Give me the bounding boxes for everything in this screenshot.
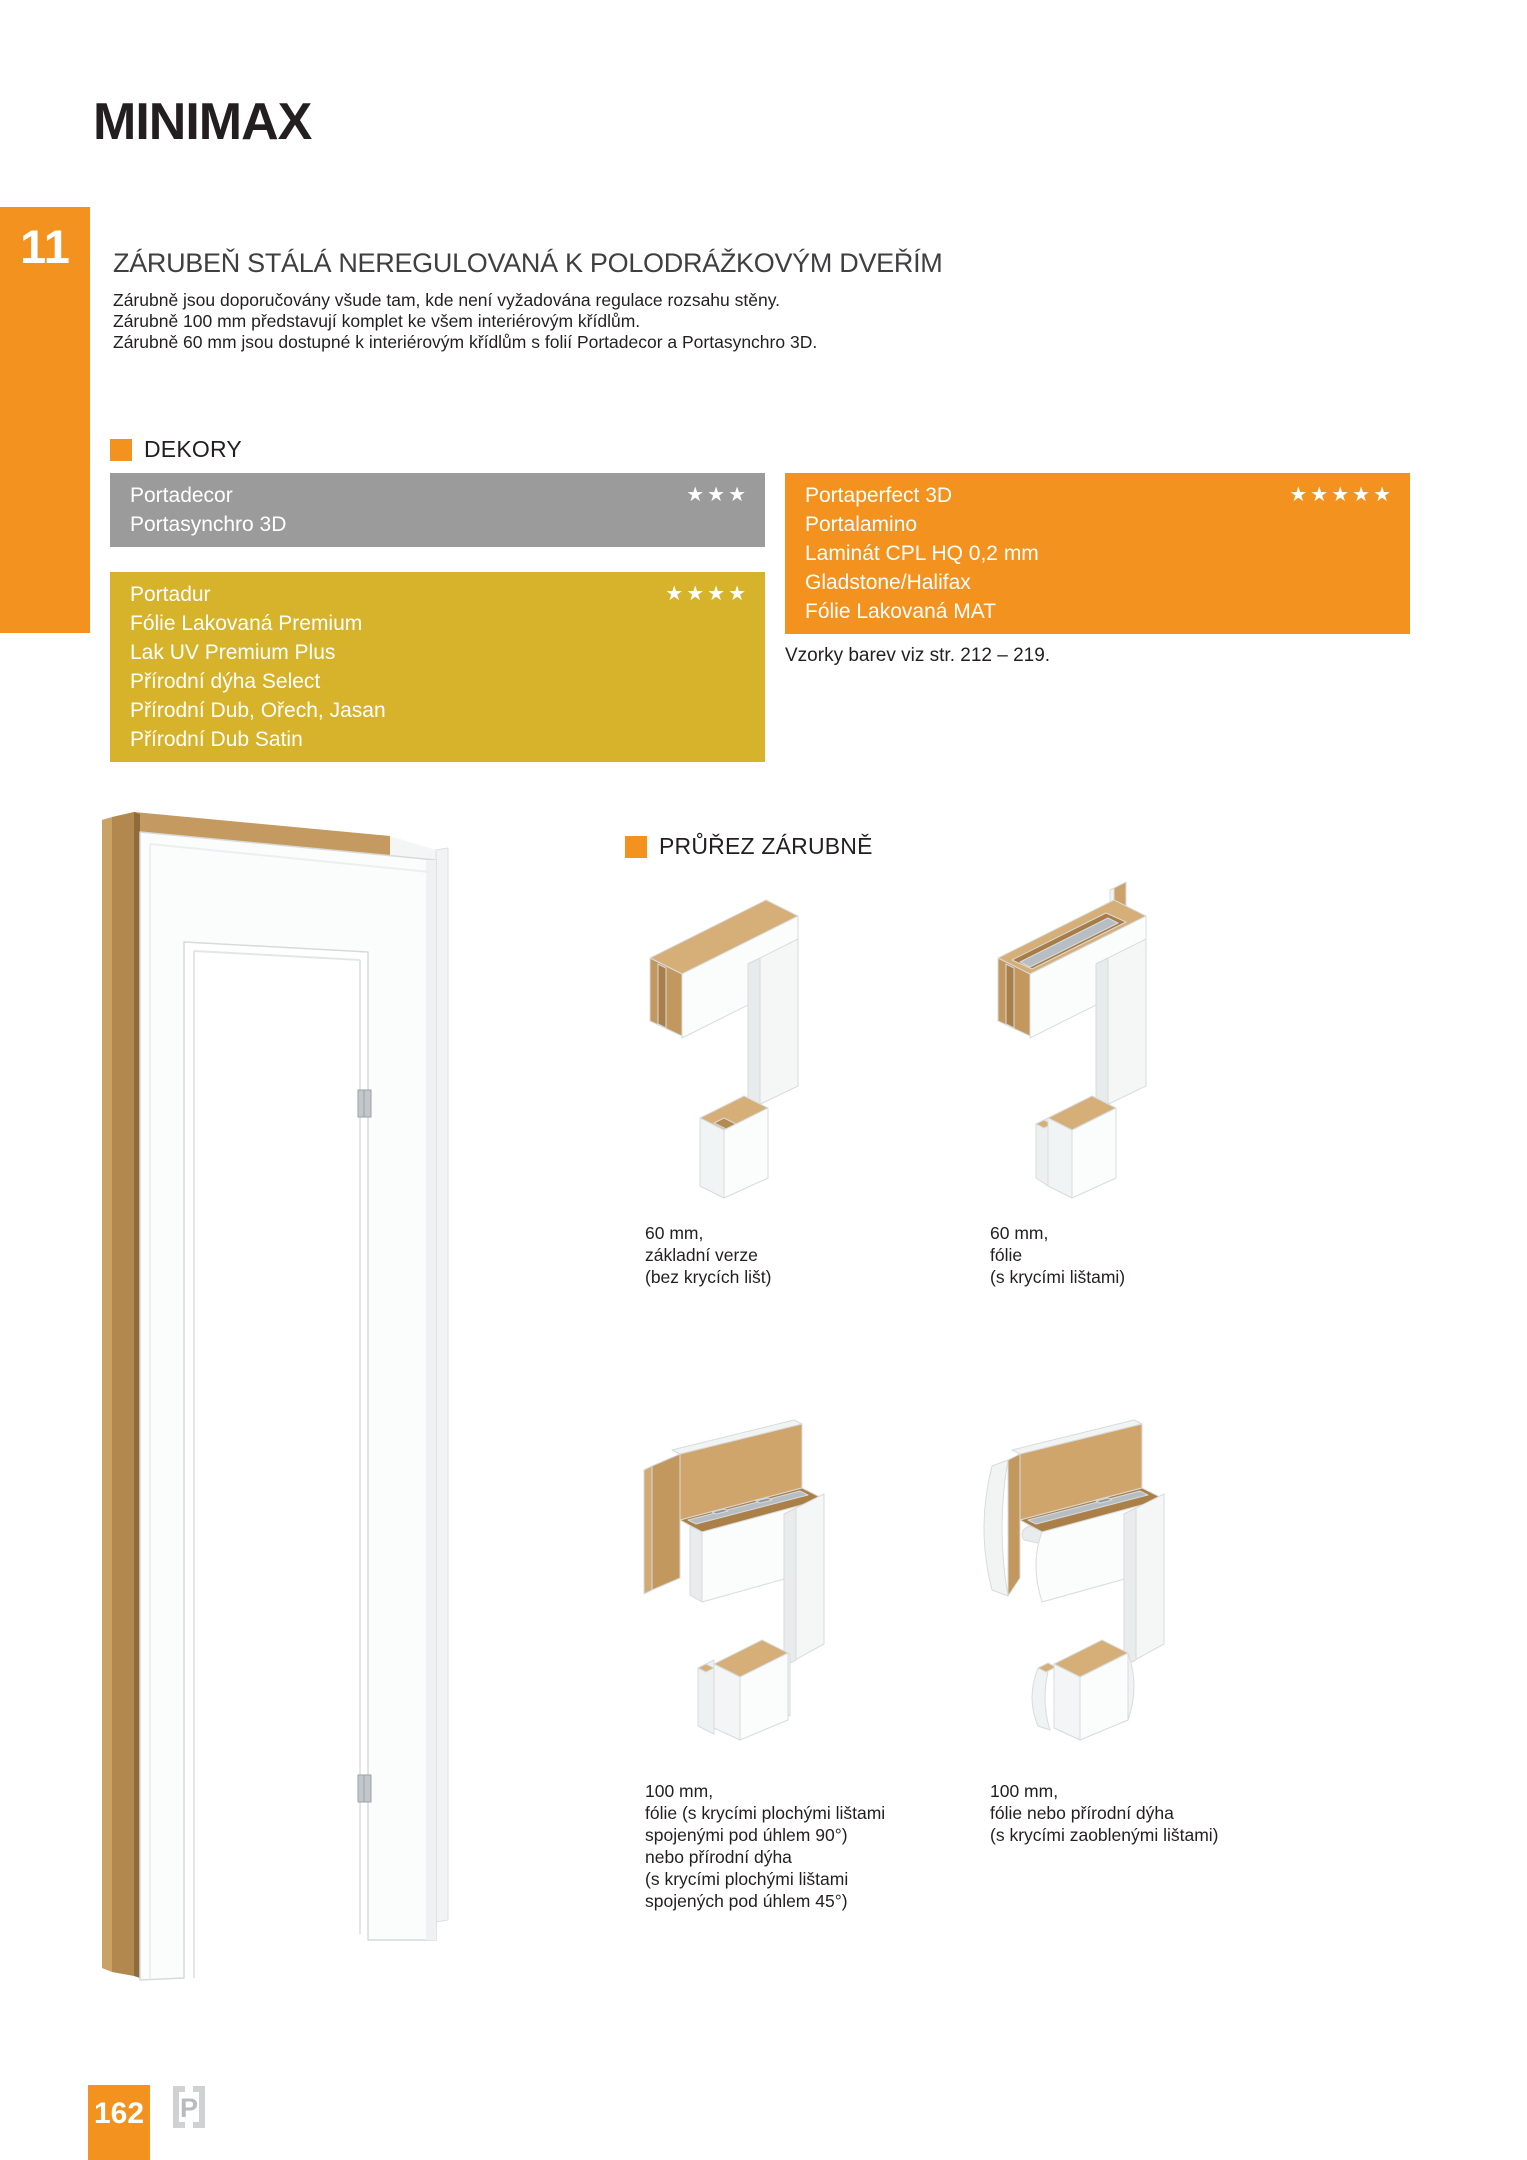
- intro-line: Zárubně jsou doporučovány všude tam, kde není vyžadována regulace rozsahu stěny.: [113, 290, 781, 310]
- door-frame-illustration: [50, 790, 450, 1990]
- star-rating-icon: ★★★★★: [1289, 484, 1394, 506]
- decor-box-yellow: [110, 572, 765, 762]
- decor-line: Lak UV Premium Plus: [130, 641, 336, 664]
- color-samples-note: Vzorky barev viz str. 212 – 219.: [785, 645, 1051, 666]
- caption-line: fólie: [990, 1245, 1023, 1265]
- decor-line: Laminát CPL HQ 0,2 mm: [805, 542, 1039, 565]
- decor-box-orange: [785, 473, 1410, 634]
- caption-100mm-rounded: [990, 1780, 1219, 1846]
- caption-line: základní verze: [645, 1245, 758, 1265]
- caption-60mm-foil: [990, 1222, 1125, 1288]
- intro-line: Zárubně 60 mm jsou dostupné k interiérovým křídlům s folií Portadecor a Portasynchro 3D.: [113, 332, 818, 352]
- decor-line: Fólie Lakovaná Premium: [130, 612, 363, 635]
- caption-line: (s krycími zaoblenými lištami): [990, 1825, 1219, 1845]
- caption-line: 60 mm,: [645, 1223, 704, 1243]
- page-title: MINIMAX: [93, 93, 312, 151]
- hinge-icon: [358, 1775, 371, 1802]
- cross-section-heading: PRŮŘEZ ZÁRUBNĚ: [659, 833, 873, 859]
- decor-line: Přírodní dýha Select: [130, 670, 321, 693]
- decor-line: Portaperfect 3D: [805, 484, 953, 507]
- intro-line: Zárubně 100 mm představují komplet ke všem interiérovým křídlům.: [113, 311, 641, 331]
- decor-line: Přírodní Dub, Ořech, Jasan: [130, 699, 386, 722]
- decor-line: Portalamino: [805, 513, 918, 536]
- star-rating-icon: ★★★: [686, 484, 749, 506]
- cross-section-head: [625, 833, 873, 860]
- intro-heading: ZÁRUBEŇ STÁLÁ NEREGULOVANÁ K POLODRÁŽKOVÝM DVEŘÍM: [113, 248, 943, 278]
- orange-square-icon: [625, 836, 647, 858]
- hinge-icon: [358, 1090, 371, 1117]
- caption-line: (s krycími plochými lištami: [645, 1869, 849, 1889]
- cross-section-60mm-foil-illustration: [968, 872, 1178, 1202]
- decor-line: Gladstone/Halifax: [805, 571, 971, 594]
- caption-line: spojenými pod úhlem 90°): [645, 1825, 848, 1845]
- decor-box-gray: [110, 473, 765, 547]
- porta-logo-icon: [170, 2085, 208, 2129]
- cross-section-100mm-rounded-illustration: [968, 1392, 1198, 1742]
- decor-line: Fólie Lakovaná MAT: [805, 600, 997, 623]
- cross-section-60mm-basic-illustration: [620, 872, 830, 1202]
- decor-line: Portasynchro 3D: [130, 513, 287, 536]
- caption-line: fólie (s krycími plochými lištami: [645, 1803, 886, 1823]
- caption-line: (s krycími lištami): [990, 1267, 1126, 1287]
- caption-line: (bez krycích lišt): [645, 1267, 772, 1287]
- page-number-box: [88, 2085, 150, 2160]
- cross-section-100mm-flat-illustration: [628, 1392, 858, 1742]
- caption-line: nebo přírodní dýha: [645, 1847, 792, 1867]
- caption-line: fólie nebo přírodní dýha: [990, 1803, 1174, 1823]
- decor-line: Přírodní Dub Satin: [130, 728, 303, 751]
- orange-square-icon: [110, 439, 132, 461]
- svg-text:P: P: [179, 2093, 199, 2123]
- caption-100mm-flat: [645, 1780, 885, 1912]
- intro-section: [113, 248, 1113, 353]
- star-rating-icon: ★★★★: [665, 583, 749, 605]
- page-number: 162: [93, 2097, 145, 2130]
- caption-60mm-basic: [645, 1222, 771, 1288]
- decor-line: Portadur: [130, 583, 211, 606]
- caption-line: 100 mm,: [990, 1781, 1059, 1801]
- chapter-tab: [0, 207, 90, 633]
- caption-line: spojených pod úhlem 45°): [645, 1891, 848, 1911]
- dekory-section-head: [110, 436, 242, 463]
- dekory-heading: DEKORY: [144, 436, 242, 462]
- caption-line: 100 mm,: [645, 1781, 714, 1801]
- caption-line: 60 mm,: [990, 1223, 1049, 1243]
- chapter-number: 11: [20, 220, 70, 273]
- decor-line: Portadecor: [130, 484, 233, 507]
